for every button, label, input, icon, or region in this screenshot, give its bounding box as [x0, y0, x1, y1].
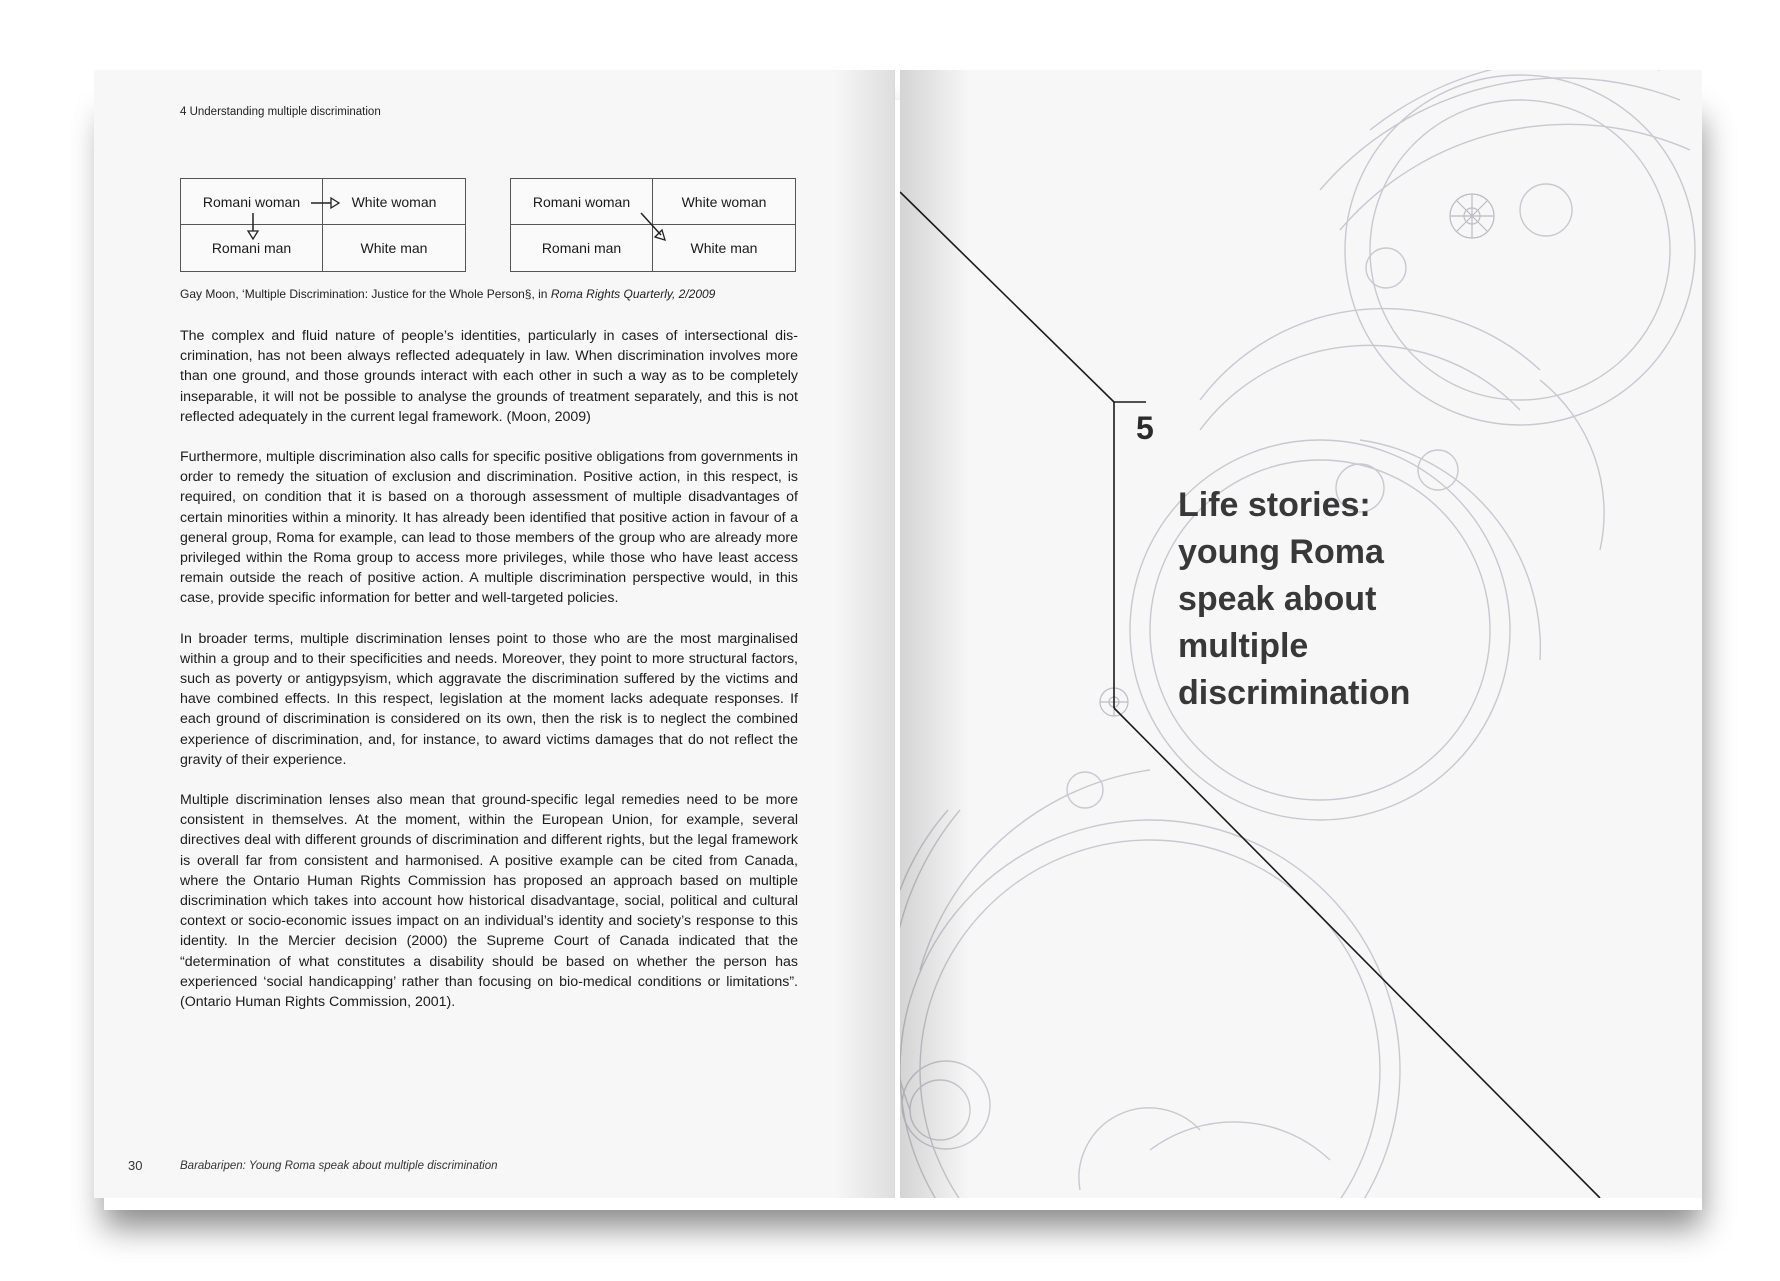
paragraph: In broader terms, multiple discrimination lenses point to those who are the most marginalised within a group and to their specificities and needs. Moreover, they point to more structural factors, such as poverty or antigypsyism, which aggravate the discrimination suffered by the victims and have combined effects. In this respect, legislation at the moment lacks adequate responses. If each ground of discrimination is considered on its own, then the risk is to neglect the combined experience of discrimination, and, for instance, to award victims damages that do not reflect the gravity of their experience. — [180, 630, 798, 768]
chapter-title-line: multiple — [1178, 627, 1309, 665]
body-text — [180, 326, 798, 1032]
diagram-a — [180, 178, 466, 272]
chapter-title-line: discrimination — [1178, 674, 1411, 712]
right-gutter-shade — [900, 70, 970, 1198]
chapter-title-line: speak about — [1178, 580, 1377, 618]
diagram-b-top-left: Romani woman — [511, 179, 653, 225]
diagram-a-bottom-right: White man — [360, 240, 428, 256]
arrow-down-icon — [248, 213, 258, 239]
right-page — [900, 70, 1702, 1198]
diagram-b-arrows — [511, 179, 797, 273]
diagram-b-bottom-right: White man — [690, 240, 758, 256]
page-number: 30 — [128, 1158, 143, 1173]
paragraph: Multiple discrimination lenses also mean that ground-specific legal remedies need to be more consistent in themselves. At the moment, within the European Union, for example, several directives deal with different grounds of discrimination and different rights, but the legal framework is overall far from consistent and harmonised. A positive example can be cited from Canada, where the Ontario Human Rights Commission has proposed an approach based on multiple discrimination which takes into account how historical disadvantage, social, political and cultural context or socio-economic issues impact on an individual’s identity and society’s response to this identity. In the Mercier decision (2000) the Supreme Court of Canada indicated that the “determination of what constitutes a disability should be based on whether the person has experienced ‘social handicapping’ rather than focusing on bio-medical conditions or limitations”. (Ontario Human Rights Commission, 2001). — [180, 792, 798, 1011]
chapter-title — [1178, 482, 1508, 717]
diagram-a-arrows — [181, 179, 467, 273]
diagram-a-top-left: Romani woman — [181, 179, 323, 225]
arrow-right-icon — [311, 198, 339, 208]
left-gutter-shade — [834, 70, 894, 1198]
diagram-b-top-right: White woman — [653, 179, 795, 225]
diagram-b — [510, 178, 796, 272]
diagram-caption — [180, 287, 715, 301]
diagram-a-top-right: White woman — [323, 179, 465, 225]
chapter-number: 5 — [1136, 410, 1154, 446]
running-head: 4 Understanding multiple discrimination — [180, 106, 381, 118]
book-spread — [94, 70, 1702, 1198]
left-page — [94, 70, 895, 1198]
chapter-title-line: young Roma — [1178, 533, 1384, 571]
paragraph: The complex and fluid nature of people’s identities, particularly in cases of intersectional discrimination, has not been always reflected adequately in law. When discrimination involves more than one ground, and those grounds interact with each other in such a way as to be completely inseparable, it will not be possible to analyse the grounds of treatment separately, and this is not reflected adequately in the current legal framework. (Moon, 2009) — [180, 328, 798, 425]
paragraph: Furthermore, multiple discrimination also calls for specific positive obligations from governments in order to remedy the situation of exclusion and discrimination. Positive action, in this respect, is required, on condition that it is based on a thorough assessment of multiple disadvantages of certain minorities within a minority. It has already been identified that positive action in favour of a general group, Roma for example, can lead to those members of the group who are already more privileged within the Roma group to access more privileges, while those who have least access remain outside the reach of positive action. A multiple discrimination perspective would, in this case, provide specific information for better and well-targeted policies. — [180, 449, 798, 607]
caption-prefix: Gay Moon, ‘Multiple Discrimination: Justice for the Whole Person§, in — [180, 287, 551, 301]
chapter-title-line: Life stories: — [1178, 486, 1371, 524]
footer-title: Barabaripen: Young Roma speak about multiple discrimination — [180, 1160, 498, 1172]
diagram-b-bottom-left: Romani man — [511, 225, 653, 271]
arrow-diagonal-icon — [641, 213, 665, 240]
diagram-a-bottom-left: Romani man — [181, 225, 323, 271]
caption-source: Roma Rights Quarterly, 2/2009 — [550, 287, 716, 301]
